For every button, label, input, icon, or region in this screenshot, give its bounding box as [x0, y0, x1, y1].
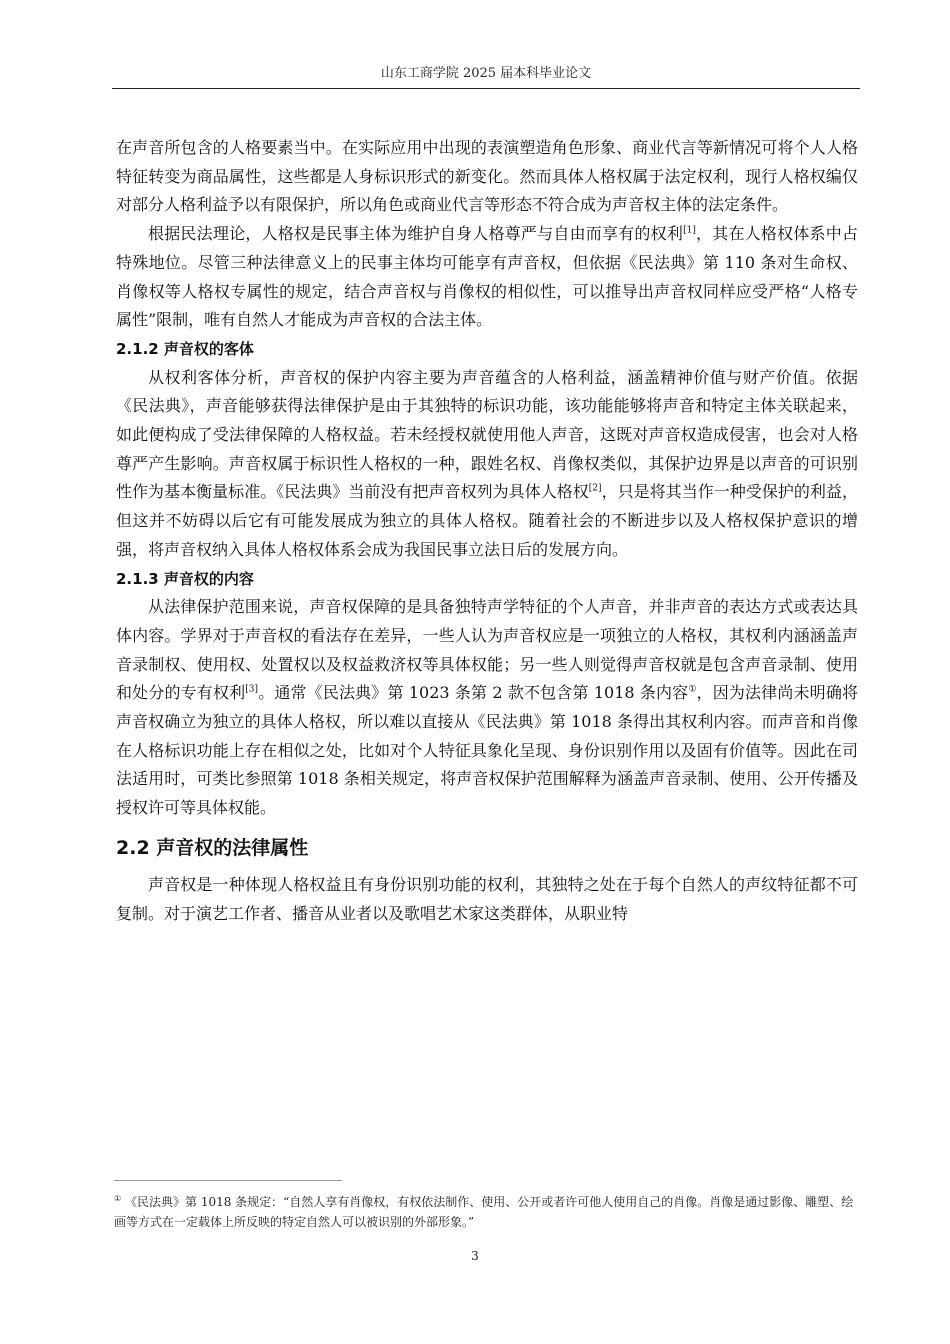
page-number: 3 [471, 1249, 479, 1263]
footnote-text: 《民法典》第 1018 条规定：“自然人享有肖像权，有权依法制作、使用、公开或者许可他人使用自己的肖像。肖像是通过影像、雕塑、绘画等方式在一定载体上所反映的特定自然人可以被识别的外部形象。” [114, 1195, 854, 1229]
section-heading-2-2: 2.2 声音权的法律属性 [116, 836, 309, 859]
subsection-heading-2-1-3: 2.1.3 声音权的内容 [116, 569, 254, 588]
subsection-heading-2-1-2: 2.1.2 声音权的客体 [116, 339, 254, 358]
paragraph-4-text-c: ，因为法律尚未明确将声音权确立为独立的具体人格权，所以难以直接从《民法典》第 1018 条得出其权利内容。而声音和肖像在人格标识功能上存在相似之处，比如对个人特征具象化呈现、身份识别作用以及固有价值等。因此在司法适用时，可类比参照第 1018 条相关规定，将声音权保护范围解释为涵盖声音录制、使用、公开传播及授权许可等具体权能。 [116, 683, 858, 818]
paragraph-4-text-a: 从法律保护范围来说，声音权保障的是具备独特声学特征的个人声音，并非声音的表达方式或表达具体内容。学界对于声音权的看法存在差异，一些人认为声音权应是一项独立的人格权，其权利内涵涵盖声音录制权、使用权、处置权以及权益救济权等具体权能；另一些人则觉得声音权就是包含声音录制、使用和处分的专有权利 [116, 597, 858, 703]
paragraph-2-text-b: ，其在人格权体系中占特殊地位。尽管三种法律意义上的民事主体均可能享有声音权，但依据《民法典》第 110 条对生命权、肖像权等人格权专属性的规定，结合声音权与肖像权的相似性，可以推导出声音权同样应受严格“人格专属性”限制，唯有自然人才能成为声音权的合法主体。 [116, 224, 858, 330]
citation-1: [1] [683, 225, 696, 236]
paragraph-2 [116, 220, 858, 335]
header-rule [112, 88, 860, 89]
paragraph-3-text-a: 从权利客体分析，声音权的保护内容主要为声音蕴含的人格利益，涵盖精神价值与财产价值。依据《民法典》，声音能够获得法律保护是由于其独特的标识功能，该功能能够将声音和特定主体关联起来，如此便构成了受法律保障的人格权益。若未经授权就使用他人声音，这既对声音权造成侵害，也会对人格尊严产生影响。声音权属于标识性人格权的一种，跟姓名权、肖像权类似，其保护边界是以声音的可识别性作为基本衡量标准。《民法典》当前没有把声音权列为具体人格权 [116, 367, 858, 502]
footnote-marker: ① [688, 685, 697, 696]
footnote [114, 1192, 860, 1232]
main-body [116, 134, 858, 928]
paragraph-2-text-a: 根据民法理论，人格权是民事主体为维护自身人格尊严与自由而享有的权利 [148, 224, 684, 244]
paragraph-5: 声音权是一种体现人格权益且有身份识别功能的权利，其独特之处在于每个自然人的声纹特征都不可复制。对于演艺工作者、播音从业者以及歌唱艺术家这类群体，从职业特 [116, 874, 858, 923]
citation-3: [3] [245, 685, 259, 696]
paragraph-3 [116, 364, 858, 565]
paragraph-4-text-b: 。通常《民法典》第 1023 条第 2 款不包含第 1018 条内容 [258, 683, 689, 703]
running-header: 山东工商学院 2025 届本科毕业论文 [380, 66, 592, 81]
citation-2: [2] [588, 484, 602, 495]
paragraph-4 [116, 593, 858, 823]
paragraph-3-text-b: ，只是将其当作一种受保护的利益，但这并不妨碍以后它有可能发展成为独立的具体人格权。随着社会的不断进步以及人格权保护意识的增强，将声音权纳入具体人格权体系会成为我国民事立法日后的发展方向。 [116, 482, 858, 559]
paragraph-1: 在声音所包含的人格要素当中。在实际应用中出现的表演塑造角色形象、商业代言等新情况可将个人人格特征转变为商品属性，这些都是人身标识形式的新变化。然而具体人格权属于法定权利，现行人格权编仅对部分人格利益予以有限保护，所以角色或商业代言等形态不符合成为声音权主体的法定条件。 [116, 138, 858, 215]
footnote-rule [114, 1180, 342, 1181]
footnote-marker-bottom: ① [114, 1194, 122, 1203]
